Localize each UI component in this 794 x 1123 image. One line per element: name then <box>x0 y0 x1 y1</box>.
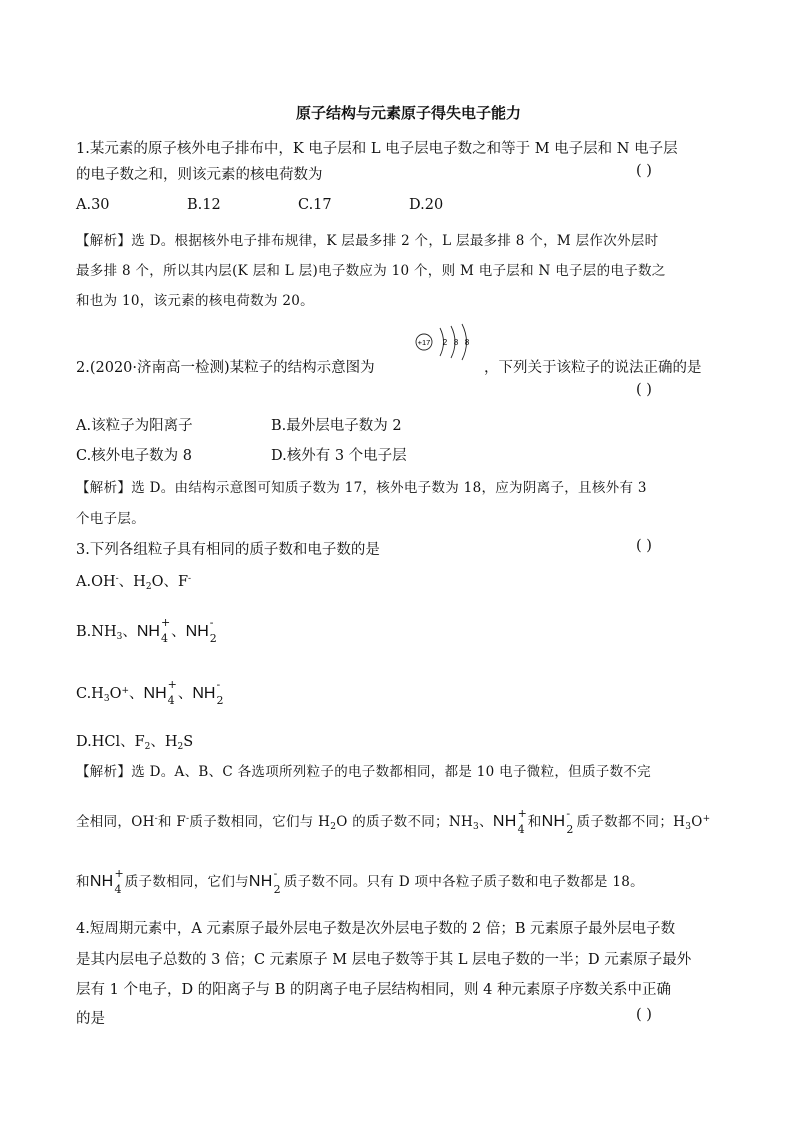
diagram-shell-3: 8 <box>464 338 470 347</box>
q2-explanation-line1: 【解析】选 D。由结构示意图可知质子数为 17，核外电子数为 18，应为阴离子，且核外有 3 <box>76 480 647 496</box>
diagram-shell-1: 2 <box>442 338 448 347</box>
q4-stem-line1: 4.短周期元素中，A 元素原子最外层电子数是次外层电子数的 2 倍；B 元素原子最外层电子数 <box>76 921 676 937</box>
q1-option-d: D.20 <box>409 197 444 213</box>
atom-structure-diagram <box>414 322 480 366</box>
q4-stem-line4: 的是 <box>76 1011 105 1027</box>
q3-option-c: $C.H_3O^+$、NH + 4 、NH - 2 <box>76 678 224 707</box>
q1-explanation-line1: 【解析】选 D。根据核外电子排布规律，K 层最多排 2 个，L 层最多排 8 个，M 层作次外层时 <box>76 233 659 249</box>
q2-stem-post: ，下列关于该粒子的说法正确的是 <box>484 360 702 376</box>
q3-option-a: A.OH-、$H_2O$、F- <box>76 574 192 592</box>
q4-answer-blank: ( ) <box>636 1007 652 1023</box>
q1-explanation-line3: 和也为 10，该元素的核电荷数为 20。 <box>76 293 314 309</box>
q3-answer-blank: ( ) <box>636 538 652 554</box>
q2-explanation-line2: 个电子层。 <box>76 511 145 527</box>
q1-stem-line1: 1.某元素的原子核外电子排布中，K 电子层和 L 电子层电子数之和等于 M 电子层和 N 电子层 <box>76 141 678 157</box>
q1-option-c: C.17 <box>298 197 332 213</box>
diagram-nucleus-label: +17 <box>417 338 431 347</box>
q2-answer-blank: ( ) <box>636 382 652 398</box>
q1-option-a: A.30 <box>76 197 110 213</box>
q3-explanation-line1: 【解析】选 D。A、B、C 各选项所列粒子的电子数都相同，都是 10 电子微粒，但质子数不完 <box>76 764 651 780</box>
q3-option-b: $B.NH_3$、NH + 4 、NH - 2 <box>76 616 217 645</box>
q1-stem-line2: 的电子数之和，则该元素的核电荷数为 <box>76 167 323 183</box>
page-title: 原子结构与元素原子得失电子能力 <box>296 104 522 122</box>
q2-option-a: A.该粒子为阳离子 <box>76 418 193 434</box>
q2-stem-pre: 2.(2020·济南高一检测)某粒子的结构示意图为 <box>76 360 375 376</box>
q1-answer-blank: ( ) <box>636 163 652 179</box>
q2-option-c: C.核外电子数为 8 <box>76 448 193 464</box>
q1-option-b: B.12 <box>187 197 221 213</box>
q3-stem: 3.下列各组粒子具有相同的质子数和电子数的是 <box>76 542 380 558</box>
q4-stem-line2: 是其内层电子总数的 3 倍；C 元素原子 M 层电子数等于其 L 层电子数的一半；D 元素原子最外 <box>76 952 692 968</box>
q1-explanation-line2: 最多排 8 个，所以其内层(K 层和 L 层)电子数应为 10 个，则 M 电子层和 N 电子层的电子数之 <box>76 263 666 279</box>
q2-option-d: D.核外有 3 个电子层 <box>271 448 407 464</box>
q2-option-b: B.最外层电子数为 2 <box>271 418 402 434</box>
q3-explanation-line3: 和NH + 4 质子数相同，它们与NH - 2 质子数不同。只有 D 项中各粒子质子数和电子数都是 18。 <box>76 866 644 896</box>
q4-stem-line3: 层有 1 个电子，D 的阳离子与 B 的阴离子电子层结构相同，则 4 种元素原子序数关系中正确 <box>76 982 671 998</box>
q3-option-d: D.HCl、$F_2$、$H_2S$ <box>76 734 194 752</box>
diagram-shell-2: 8 <box>453 338 459 347</box>
q3-explanation-line2: 全相同，OH-和 F-质子数相同，它们与 $H_2O$ 的质子数不同；$NH_3$、NH + 4 和NH - 2 质子数都不同；$H_3O^+$ <box>76 806 711 836</box>
